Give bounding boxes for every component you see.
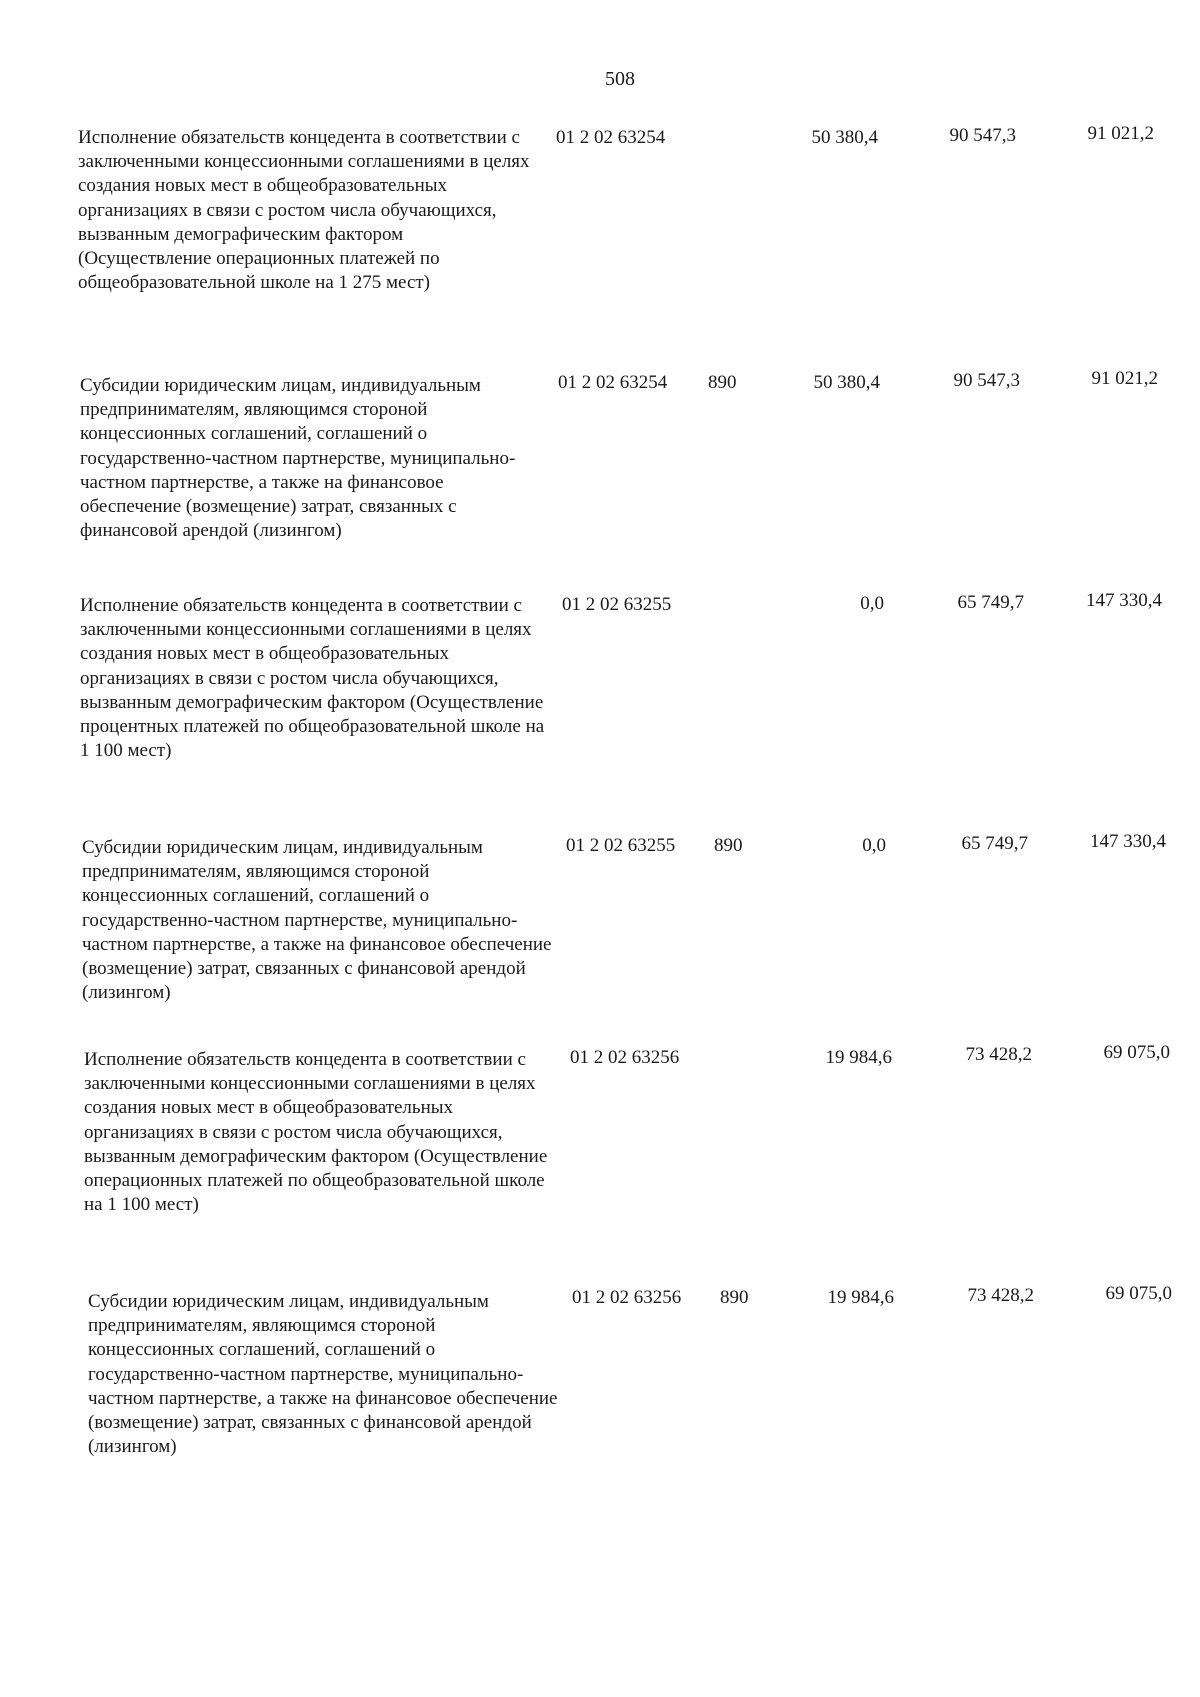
row-amount-year3: 91 021,2	[1091, 368, 1158, 389]
row-amount-year2: 73 428,2	[965, 1044, 1032, 1065]
row-amount-year1: 0,0	[860, 593, 884, 614]
row-description: Исполнение обязательств концедента в соответствии с заключенными концессионными соглашениями в целях создания новых мест в общеобразовательных организациях в связи с ростом числа обучающихся, вызванным демографическим фактором (Осуществление операционных платежей по общеобразовательной школе на 1 275 мест)	[78, 127, 530, 294]
row-expense-type: 890	[714, 835, 743, 856]
row-amount-year3: 147 330,4	[1086, 590, 1162, 611]
row-amount-year3: 91 021,2	[1087, 123, 1154, 144]
row-amount-year3: 69 075,0	[1103, 1042, 1170, 1063]
row-target-code: 01 2 02 63254	[558, 372, 668, 393]
row-amount-year2: 73 428,2	[967, 1285, 1034, 1306]
row-target-code: 01 2 02 63255	[566, 835, 676, 856]
row-target-code: 01 2 02 63256	[572, 1287, 682, 1308]
row-expense-type: 890	[708, 372, 737, 393]
row-target-code: 01 2 02 63254	[556, 127, 666, 148]
row-amount-year1: 19 984,6	[827, 1287, 894, 1308]
row-description: Субсидии юридическим лицам, индивидуальным предпринимателям, являющимся стороной концессионных соглашений, соглашений о государственно-частном партнерстве, муниципально-частном партнерстве, а также на финансовое обеспечение (возмещение) затрат, связанных с финансовой арендой (лизингом)	[88, 1291, 558, 1458]
row-description: Исполнение обязательств концедента в соответствии с заключенными концессионными соглашениями в целях создания новых мест в общеобразовательных организациях в связи с ростом числа обучающихся, вызванным демографическим фактором (Осуществление операционных платежей по общеобразовательной школе на 1 100 мест)	[84, 1049, 548, 1216]
row-description: Субсидии юридическим лицам, индивидуальным предпринимателям, являющимся стороной концессионных соглашений, соглашений о государственно-частном партнерстве, муниципально-частном партнерстве, а также на финансовое обеспечение (возмещение) затрат, связанных с финансовой арендой (лизингом)	[82, 837, 552, 1004]
row-amount-year3: 69 075,0	[1105, 1283, 1172, 1304]
row-target-code: 01 2 02 63255	[562, 594, 672, 615]
row-amount-year2: 90 547,3	[953, 370, 1020, 391]
row-amount-year1: 50 380,4	[811, 127, 878, 148]
row-description: Субсидии юридическим лицам, индивидуальным предпринимателям, являющимся стороной концессионных соглашений, соглашений о государственно-частном партнерстве, муниципально-частном партнерстве, а также на финансовое обеспечение (возмещение) затрат, связанных с финансовой арендой (лизингом)	[80, 375, 516, 542]
row-amount-year1: 19 984,6	[825, 1047, 892, 1068]
row-amount-year2: 65 749,7	[961, 833, 1028, 854]
row-amount-year2: 90 547,3	[949, 125, 1016, 146]
page-number: 508	[605, 68, 635, 90]
row-amount-year1: 50 380,4	[813, 372, 880, 393]
row-description: Исполнение обязательств концедента в соответствии с заключенными концессионными соглашениями в целях создания новых мест в общеобразовательных организациях в связи с ростом числа обучающихся, вызванным демографическим фактором (Осуществление процентных платежей по общеобразовательной школе на 1 100 мест)	[80, 595, 545, 762]
row-amount-year1: 0,0	[862, 835, 886, 856]
row-amount-year2: 65 749,7	[957, 592, 1024, 613]
row-target-code: 01 2 02 63256	[570, 1047, 680, 1068]
row-amount-year3: 147 330,4	[1090, 831, 1166, 852]
row-expense-type: 890	[720, 1287, 749, 1308]
